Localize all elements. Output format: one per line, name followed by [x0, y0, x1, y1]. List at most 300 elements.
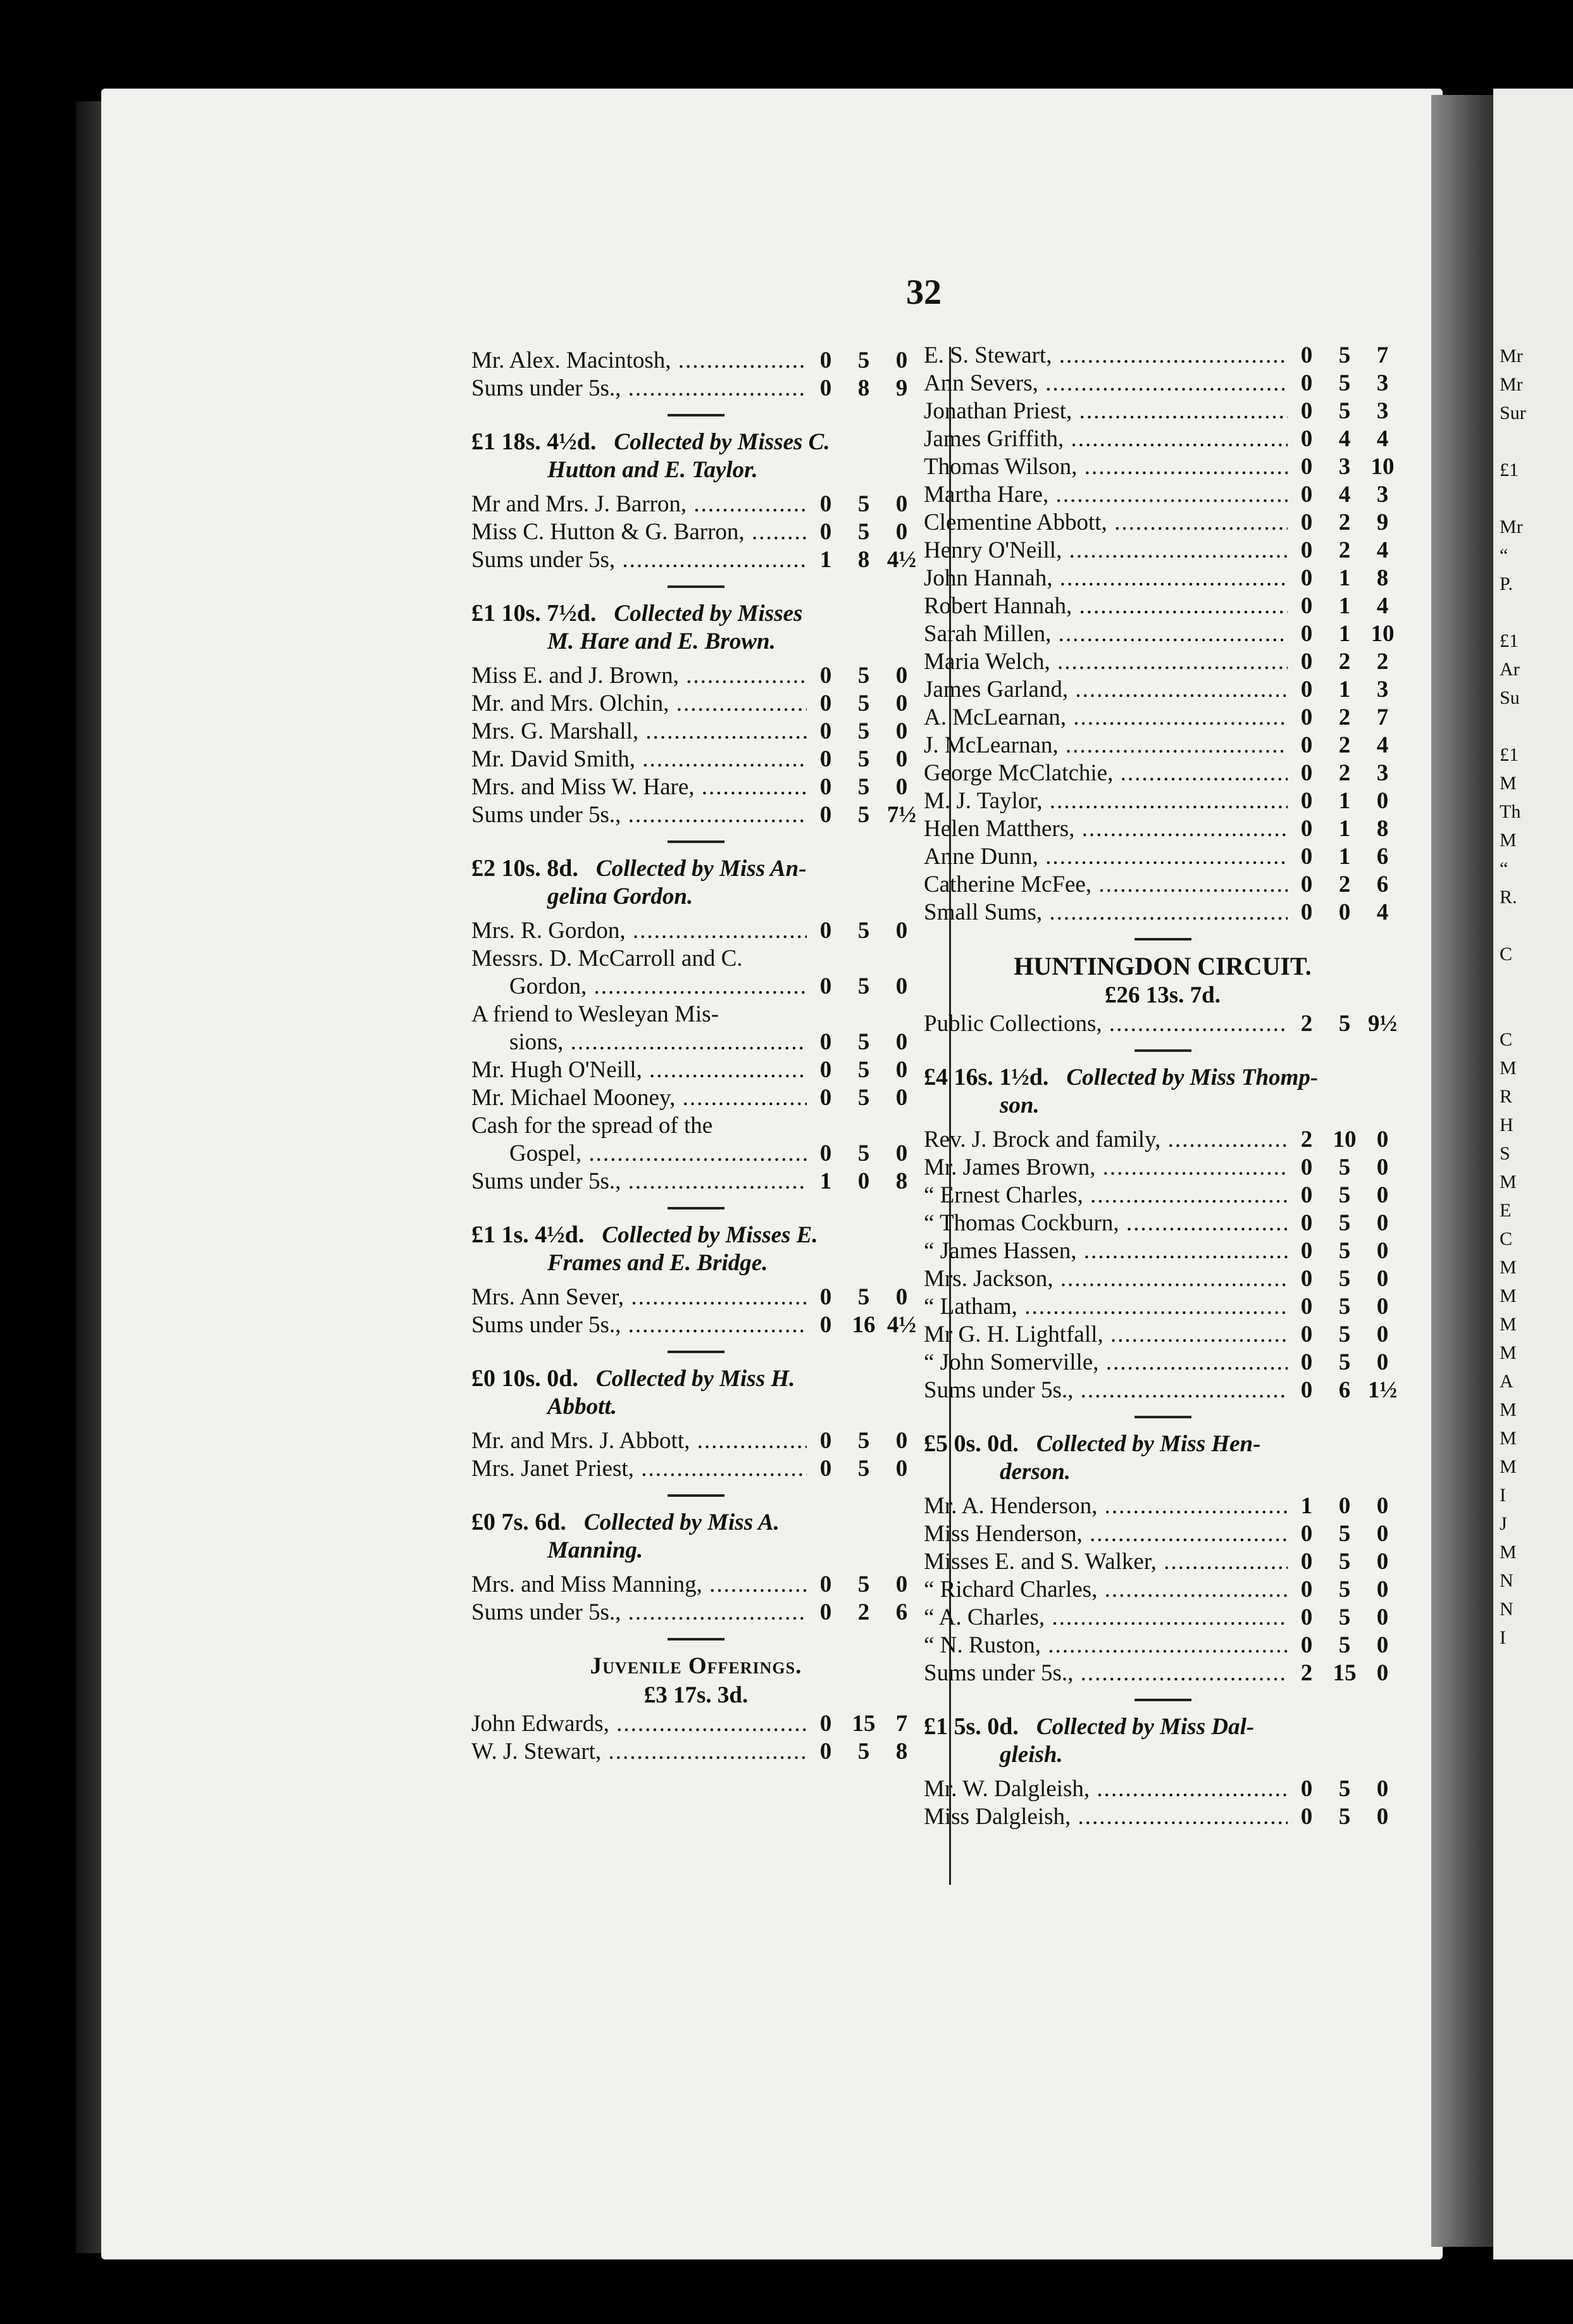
entry-amount: [1288, 1349, 1402, 1377]
left-group-hutton-taylor: [471, 428, 921, 574]
right-group-dalgleish: [924, 1713, 1402, 1831]
amount-pounds: 0: [819, 690, 832, 716]
amount-shillings: 5: [1338, 342, 1351, 368]
amount-pence: 10: [1371, 621, 1395, 647]
left-column: [471, 347, 921, 1766]
entry-row: [471, 1311, 921, 1339]
entry-amount: [807, 746, 921, 773]
amount-pounds: 0: [1300, 1577, 1313, 1602]
group-entries: [471, 1427, 921, 1483]
amount-pounds: 2: [1300, 1127, 1313, 1153]
entry-amount: [1288, 1775, 1402, 1803]
entry-name: Jonathan Priest, .....: [924, 397, 1288, 425]
entry-row: [471, 1571, 921, 1599]
entry-row: [471, 690, 921, 718]
section-rule: [1135, 1416, 1191, 1418]
fragment-line: C: [1500, 944, 1513, 965]
left-top-entries: [471, 347, 921, 403]
entry-name: Mr. and Mrs. Olchin, .....: [471, 690, 807, 718]
section-rule: [668, 1207, 724, 1209]
amount-shillings: 5: [857, 746, 870, 772]
entry-row: [924, 704, 1402, 732]
amount-pence: 0: [895, 1571, 908, 1597]
fragment-line: [1500, 484, 1573, 513]
amount-pounds: 0: [819, 1057, 832, 1083]
group-entries: [471, 1571, 921, 1627]
entry-row: [924, 397, 1402, 425]
group-collector: Collected by Misses: [614, 601, 803, 627]
amount-shillings: 5: [1338, 1154, 1351, 1180]
entry-amount: [1288, 1492, 1402, 1520]
amount-pounds: 0: [1300, 1349, 1313, 1375]
entry-row: [471, 1284, 921, 1311]
section-rule: [1135, 1049, 1191, 1052]
amount-shillings: 5: [857, 1029, 870, 1055]
entry-name: J. McLearnan, .....: [924, 732, 1288, 759]
entry-name: Henry O'Neill, .....: [924, 537, 1288, 565]
entry-amount: [1288, 620, 1402, 648]
amount-pence: 4½: [886, 547, 917, 573]
amount-pounds: 0: [1300, 872, 1313, 897]
group-entries: [471, 1710, 921, 1766]
amount-shillings: 5: [857, 1739, 870, 1765]
amount-pounds: 0: [1300, 454, 1313, 480]
amount-shillings: 5: [857, 690, 870, 716]
section-title: Juvenile Offerings.: [590, 1653, 802, 1679]
entry-row: [471, 1710, 921, 1738]
entry-row: [471, 1028, 921, 1056]
amount-pounds: 0: [1300, 844, 1313, 870]
amount-pounds: 0: [819, 918, 832, 944]
entry-row: [471, 662, 921, 690]
amount-pence: 0: [1376, 1804, 1389, 1830]
amount-shillings: 5: [857, 1284, 870, 1310]
entry-amount: [1288, 1520, 1402, 1548]
entry-amount: [807, 662, 921, 690]
amount-shillings: 2: [1338, 537, 1351, 563]
amount-pounds: 0: [819, 1284, 832, 1310]
entry-name: Public Collections, .....: [924, 1010, 1288, 1038]
entry-row: [924, 1321, 1402, 1349]
entry-row: [471, 917, 921, 945]
amount-pence: 9: [895, 375, 908, 401]
entry-amount: [807, 546, 921, 574]
amount-pence: 3: [1376, 370, 1389, 396]
amount-pence: 0: [1376, 1776, 1389, 1802]
fragment-line: M: [1500, 1428, 1517, 1449]
left-group-gordon: [471, 854, 921, 1196]
entry-row: [924, 759, 1402, 787]
amount-pounds: 0: [819, 1571, 832, 1597]
group-amount: £1 10s. 7½d.: [471, 600, 597, 627]
entry-amount: [807, 773, 921, 801]
entry-row: [924, 899, 1402, 927]
entry-amount: [807, 347, 921, 375]
entry-row: [471, 1427, 921, 1455]
entry-amount: [807, 375, 921, 403]
amount-shillings: 0: [1338, 899, 1351, 925]
amount-pounds: 0: [819, 663, 832, 689]
amount-pence: 0: [1376, 1266, 1389, 1292]
group-entries: [924, 1492, 1402, 1687]
entry-name: “ Ernest Charles, .....: [924, 1182, 1288, 1209]
amount-pence: 2: [1376, 649, 1389, 675]
amount-pence: 0: [895, 519, 908, 545]
fragment-line: Th: [1500, 801, 1521, 822]
fragment-line: S: [1500, 1143, 1510, 1164]
fragment-line: £1: [1500, 630, 1519, 651]
entry-row: [924, 843, 1402, 871]
amount-pence: 4: [1376, 899, 1389, 925]
entry-name: John Edwards, .....: [471, 1710, 807, 1738]
amount-pence: 8: [895, 1168, 908, 1194]
amount-pence: 0: [895, 1140, 908, 1166]
entry-row: [924, 1492, 1402, 1520]
entry-name: Small Sums, .....: [924, 899, 1288, 927]
entry-amount: [1288, 1154, 1402, 1182]
amount-pounds: 1: [819, 547, 832, 573]
section-total: £3 17s. 3d.: [644, 1682, 749, 1708]
amount-pence: 0: [895, 491, 908, 517]
amount-shillings: 15: [1333, 1660, 1357, 1686]
amount-pence: 0: [1376, 1210, 1389, 1236]
fragment-line: A: [1500, 1371, 1514, 1392]
entry-row: [924, 1576, 1402, 1604]
fragment-line: Mr: [1500, 346, 1523, 366]
amount-shillings: 4: [1338, 482, 1351, 508]
fragment-line: M: [1500, 1456, 1517, 1477]
entry-amount: [1288, 759, 1402, 787]
entry-row: [924, 1803, 1402, 1831]
amount-pounds: 2: [1300, 1011, 1313, 1037]
entry-row: [471, 1738, 921, 1766]
group-collector: Collected by Miss Dal-: [1036, 1714, 1255, 1740]
entry-name: Catherine McFee, .....: [924, 871, 1288, 899]
huntingdon-circuit: [924, 952, 1402, 1038]
entry-row: [924, 481, 1402, 509]
entry-line: A friend to Wesleyan Mis-: [471, 1001, 719, 1027]
group-collector-cont: M. Hare and E. Brown.: [547, 628, 776, 654]
right-group-henderson: [924, 1430, 1402, 1687]
group-entries: [471, 490, 921, 574]
amount-pounds: 1: [819, 1168, 832, 1194]
entry-name: Miss Dalgleish, .....: [924, 1803, 1288, 1831]
amount-shillings: 5: [1338, 1294, 1351, 1320]
entry-amount: [1288, 1182, 1402, 1209]
entry-amount: [1288, 1377, 1402, 1404]
left-group-abbott: [471, 1365, 921, 1483]
right-column: [924, 342, 1402, 1831]
entry-row: [924, 732, 1402, 759]
group-collector: Collected by Misses C.: [614, 429, 830, 455]
entry-row: [924, 676, 1402, 704]
amount-pounds: 0: [1300, 342, 1313, 368]
amount-shillings: 5: [1338, 1804, 1351, 1830]
amount-shillings: 5: [857, 1085, 870, 1111]
entry-name: Mr and Mrs. J. Barron, .....: [471, 490, 807, 518]
group-collector-cont: gleish.: [1000, 1742, 1063, 1768]
left-group-manning: [471, 1508, 921, 1627]
amount-shillings: 5: [1338, 1776, 1351, 1802]
amount-pence: 0: [1376, 1182, 1389, 1208]
entry-row: [471, 347, 921, 375]
amount-pounds: 0: [819, 519, 832, 545]
amount-shillings: 1: [1338, 593, 1351, 619]
entry-name: Miss C. Hutton & G. Barron, .....: [471, 518, 807, 546]
entry-row: [471, 801, 921, 829]
group-collector: Collected by Miss H.: [595, 1366, 795, 1392]
fragment-line: M: [1500, 1314, 1517, 1335]
section-rule: [668, 1638, 724, 1640]
entry-name: Helen Matthers, .....: [924, 815, 1288, 843]
entry-row: [924, 1604, 1402, 1632]
entry-amount: [1288, 481, 1402, 509]
fragment-line: I: [1500, 1627, 1506, 1648]
entry-name: Miss E. and J. Brown, .....: [471, 662, 807, 690]
amount-shillings: 5: [1338, 1238, 1351, 1264]
entry-name: “ Thomas Cockburn, .....: [924, 1209, 1288, 1237]
fragment-line: N: [1500, 1599, 1514, 1620]
amount-pence: 0: [895, 746, 908, 772]
amount-shillings: 16: [852, 1312, 876, 1338]
entry-amount: [1288, 1659, 1402, 1687]
amount-pounds: 0: [1300, 732, 1313, 758]
amount-pence: 0: [1376, 1493, 1389, 1519]
fragment-line: N: [1500, 1570, 1514, 1591]
amount-pounds: 0: [1300, 1210, 1313, 1236]
amount-shillings: 5: [857, 491, 870, 517]
group-entries: [471, 1284, 921, 1339]
group-collector-cont: derson.: [1000, 1459, 1071, 1485]
entry-name: Sums under 5s, .....: [471, 546, 807, 574]
amount-pounds: 0: [1300, 1321, 1313, 1347]
fragment-line: M: [1500, 773, 1517, 794]
entry-name: Sums under 5s., .....: [471, 801, 807, 829]
amount-pounds: 0: [819, 347, 832, 373]
amount-pence: 0: [1376, 1660, 1389, 1686]
amount-pence: 4½: [886, 1312, 917, 1338]
amount-pounds: 0: [819, 491, 832, 517]
entry-row: [471, 773, 921, 801]
entry-row: [471, 746, 921, 773]
amount-pounds: 0: [1300, 1377, 1313, 1403]
entry-name: Mrs. Jackson, .....: [924, 1265, 1288, 1293]
amount-shillings: 5: [1338, 1266, 1351, 1292]
entry-name: Mr. Alex. Macintosh, .....: [471, 347, 807, 375]
right-top-entries: [924, 342, 1402, 927]
entry-row: [471, 1599, 921, 1627]
fragment-line: “: [1500, 858, 1508, 879]
amount-pounds: 2: [1300, 1660, 1313, 1686]
amount-shillings: 1: [1338, 677, 1351, 703]
entry-row: [471, 1084, 921, 1112]
entry-amount: [1288, 1237, 1402, 1265]
entry-name: “ James Hassen, .....: [924, 1237, 1288, 1265]
fragment-line: C: [1500, 1228, 1513, 1249]
group-amount: £1 5s. 0d.: [924, 1713, 1019, 1740]
amount-shillings: 5: [857, 519, 870, 545]
fragment-line: [1500, 712, 1573, 740]
amount-pounds: 0: [819, 1599, 832, 1625]
amount-shillings: 5: [1338, 1521, 1351, 1547]
entry-name: Miss Henderson, .....: [924, 1520, 1288, 1548]
entry-line: Cash for the spread of the: [471, 1113, 713, 1139]
left-group-frames-bridge: [471, 1221, 921, 1339]
amount-pounds: 0: [819, 1739, 832, 1765]
entry-row: [924, 1377, 1402, 1404]
amount-pence: 0: [1376, 1632, 1389, 1658]
amount-pounds: 0: [819, 1456, 832, 1482]
entry-name: “ Latham, .....: [924, 1293, 1288, 1321]
entry-row: [924, 1154, 1402, 1182]
circuit-total: £26 13s. 7d.: [1105, 982, 1221, 1008]
fragment-line: I: [1500, 1485, 1506, 1506]
entry-row: [924, 1349, 1402, 1377]
amount-pounds: 1: [1300, 1493, 1313, 1519]
entry-row: [924, 592, 1402, 620]
entry-name: M. J. Taylor, .....: [924, 787, 1288, 815]
amount-pounds: 0: [1300, 509, 1313, 535]
amount-pounds: 0: [819, 718, 832, 744]
entry-row: [924, 620, 1402, 648]
entry-amount: [807, 1427, 921, 1455]
fragment-line: C: [1500, 1029, 1513, 1050]
entry-amount: [1288, 1010, 1402, 1038]
fragment-line: “: [1500, 545, 1508, 566]
entry-name: Mr. James Brown, .....: [924, 1154, 1288, 1182]
amount-shillings: 5: [1338, 370, 1351, 396]
section-rule: [668, 1351, 724, 1353]
amount-shillings: 5: [1338, 1011, 1351, 1037]
entry-row: [924, 1126, 1402, 1154]
entry-name: Robert Hannah, .....: [924, 592, 1288, 620]
amount-shillings: 5: [857, 918, 870, 944]
amount-shillings: 5: [857, 1140, 870, 1166]
entry-row: [924, 1520, 1402, 1548]
entry-row: [924, 871, 1402, 899]
entry-row: [471, 375, 921, 403]
entry-name: Mr. W. Dalgleish, .....: [924, 1775, 1288, 1803]
fragment-line: [1500, 968, 1573, 997]
entry-amount: [1288, 1126, 1402, 1154]
section-rule: [668, 1494, 724, 1497]
entry-row: [924, 815, 1402, 843]
amount-shillings: 0: [857, 1168, 870, 1194]
entry-row: [924, 787, 1402, 815]
entry-row: [471, 518, 921, 546]
entry-name: A. McLearnan, .....: [924, 704, 1288, 732]
entry-amount: [1288, 899, 1402, 927]
amount-pounds: 0: [1300, 1182, 1313, 1208]
amount-pence: 0: [895, 663, 908, 689]
amount-pounds: 0: [1300, 788, 1313, 814]
entry-name: “ John Somerville, .....: [924, 1349, 1288, 1377]
group-amount: £5 0s. 0d.: [924, 1430, 1019, 1457]
amount-pounds: 0: [1300, 1632, 1313, 1658]
entry-amount: [807, 1168, 921, 1196]
entry-name: Mr. and Mrs. J. Abbott, .....: [471, 1427, 807, 1455]
entry-amount: [807, 690, 921, 718]
entry-row: [924, 342, 1402, 370]
amount-shillings: 2: [1338, 872, 1351, 897]
entry-name: Sums under 5s., .....: [471, 1311, 807, 1339]
entry-amount: [807, 801, 921, 829]
group-collector-cont: Abbott.: [547, 1394, 617, 1420]
entry-row: [924, 425, 1402, 453]
section-rule: [668, 414, 724, 416]
entry-row: [471, 546, 921, 574]
amount-pounds: 0: [1300, 482, 1313, 508]
amount-pence: 3: [1376, 482, 1389, 508]
amount-pence: 0: [1376, 1349, 1389, 1375]
entry-row: [924, 1209, 1402, 1237]
fragment-line: £1: [1500, 744, 1519, 765]
amount-pounds: 0: [819, 746, 832, 772]
fragment-line: Su: [1500, 687, 1520, 708]
amount-pounds: 0: [819, 1140, 832, 1166]
entry-name: Ann Severs, .....: [924, 370, 1288, 397]
group-amount: £1 18s. 4½d.: [471, 428, 597, 455]
amount-pence: 6: [895, 1599, 908, 1625]
amount-shillings: 1: [1338, 788, 1351, 814]
amount-shillings: 5: [857, 1428, 870, 1454]
entry-name: George McClatchie, .....: [924, 759, 1288, 787]
entry-name: “ N. Ruston, .....: [924, 1632, 1288, 1659]
amount-pence: 7½: [886, 802, 917, 828]
entry-amount: [1288, 871, 1402, 899]
amount-pounds: 0: [819, 375, 832, 401]
fragment-line: M: [1500, 1285, 1517, 1306]
amount-shillings: 10: [1333, 1127, 1357, 1153]
amount-pounds: 0: [1300, 398, 1313, 424]
entry-amount: [1288, 1576, 1402, 1604]
fragment-line: Mr: [1500, 374, 1523, 395]
amount-shillings: 2: [1338, 704, 1351, 730]
entry-amount: [807, 1710, 921, 1738]
entry-amount: [807, 1284, 921, 1311]
entry-amount: [807, 1056, 921, 1084]
amount-shillings: 5: [1338, 1604, 1351, 1630]
amount-pence: 0: [1376, 1238, 1389, 1264]
entry-amount: [1288, 815, 1402, 843]
entry-amount: [1288, 537, 1402, 565]
amount-shillings: 2: [1338, 732, 1351, 758]
amount-pounds: 0: [1300, 899, 1313, 925]
amount-pence: 0: [1376, 1321, 1389, 1347]
amount-shillings: 5: [857, 802, 870, 828]
amount-pence: 0: [895, 1456, 908, 1482]
entry-name: E. S. Stewart, .....: [924, 342, 1288, 370]
amount-pence: 0: [895, 1057, 908, 1083]
entry-row: [924, 1237, 1402, 1265]
amount-pounds: 0: [819, 774, 832, 800]
group-entries: [924, 1775, 1402, 1831]
group-collector-cont: gelina Gordon.: [547, 884, 693, 909]
fragment-line: M: [1500, 1399, 1517, 1420]
entry-name: Mrs. Janet Priest, .....: [471, 1455, 807, 1483]
entry-amount: [807, 1571, 921, 1599]
amount-shillings: 2: [1338, 509, 1351, 535]
amount-pence: 10: [1371, 454, 1395, 480]
entry-amount: [807, 1140, 921, 1168]
entry-name: James Garland, .....: [924, 676, 1288, 704]
amount-pence: 3: [1376, 398, 1389, 424]
entry-amount: [1288, 509, 1402, 537]
amount-pounds: 0: [1300, 1776, 1313, 1802]
amount-pence: 3: [1376, 760, 1389, 786]
amount-pence: 0: [895, 347, 908, 373]
amount-pounds: 0: [1300, 1521, 1313, 1547]
